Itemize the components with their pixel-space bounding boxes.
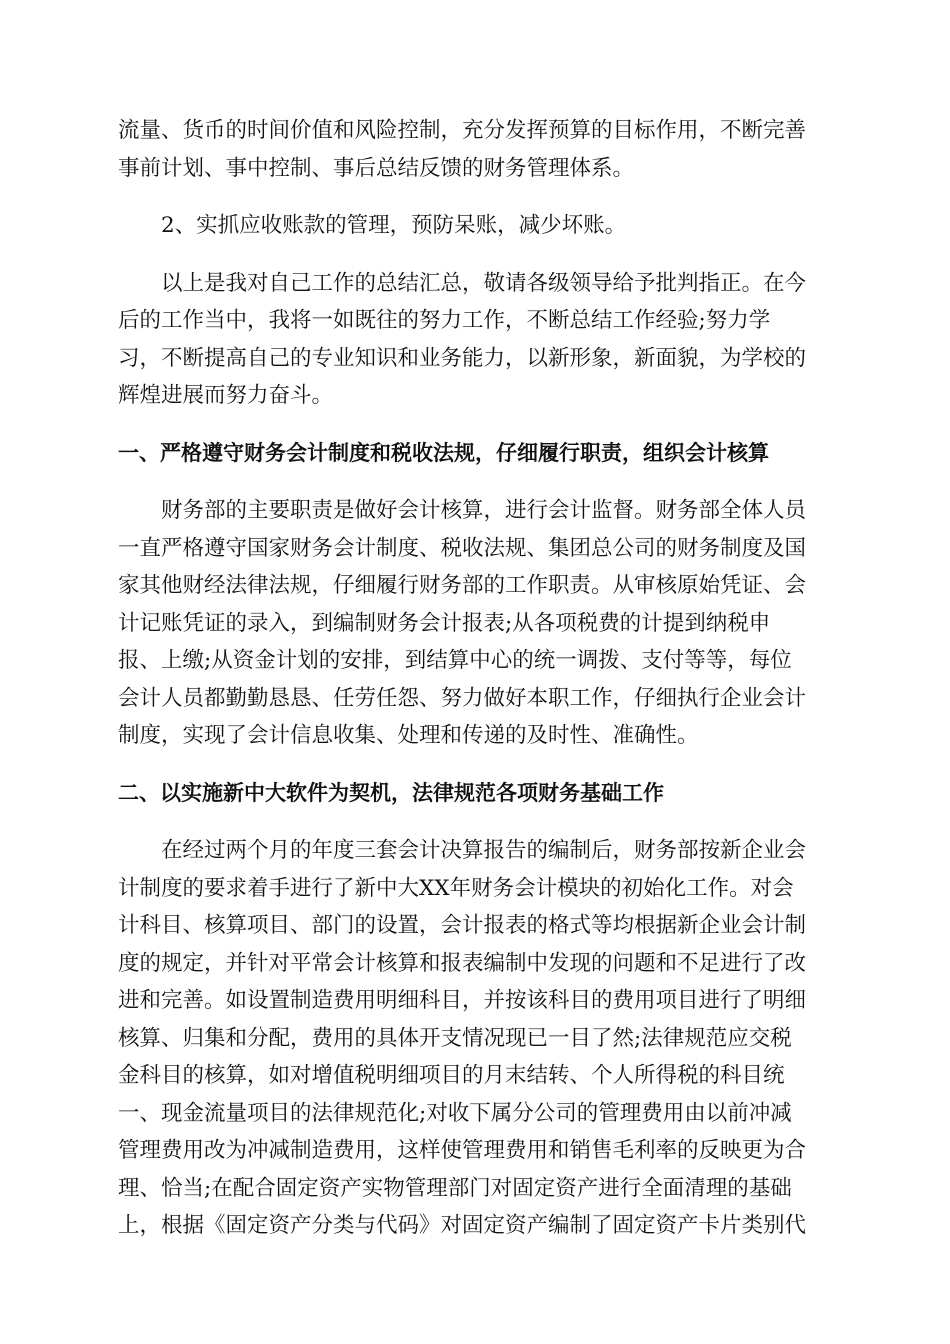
- text-line: 管理费用改为冲减制造费用，这样使管理费用和销售毛利率的反映更为合: [118, 1138, 807, 1163]
- text-line: 计科目、核算项目、部门的设置，会计报表的格式等均根据新企业会计制: [118, 913, 807, 938]
- heading-text: 一、严格遵守财务会计制度和税收法规，仔细履行职责，组织会计核算: [118, 440, 769, 465]
- paragraph: [118, 492, 830, 755]
- text-line: 进和完善。如设置制造费用明细科目，并按该科目的费用项目进行了明细: [118, 988, 807, 1013]
- text-line: 财务部的主要职责是做好会计核算，进行会计监督。财务部全体人员: [161, 498, 807, 523]
- text-line: 度的规定，并针对平常会计核算和报表编制中发现的问题和不足进行了改: [118, 950, 807, 976]
- paragraph: [118, 207, 830, 245]
- text-line: 一、现金流量项目的法律规范化;对收下属分公司的管理费用由以前冲减: [118, 1100, 792, 1126]
- text-line: 会计人员都勤勤恳恳、任劳任怨、努力做好本职工作，仔细执行企业会计: [118, 685, 807, 711]
- text-line: 辉煌进展而努力奋斗。: [118, 383, 334, 408]
- section-heading: [118, 775, 830, 813]
- text-line: 报、上缴;从资金计划的安排，到结算中心的统一调拨、支付等等，每位: [118, 648, 792, 673]
- text-line: 流量、货币的时间价值和风险控制，充分发挥预算的目标作用，不断完善: [118, 118, 807, 143]
- document-page: [118, 112, 830, 1245]
- text-line: 以上是我对自己工作的总结汇总，敬请各级领导给予批判指正。在今: [161, 270, 807, 296]
- text-line: 家其他财经法律法规，仔细履行财务部的工作职责。从审核原始凭证、会: [118, 573, 807, 598]
- text-line: 理、恰当;在配合固定资产实物管理部门对固定资产进行全面清理的基础: [118, 1175, 792, 1201]
- text-line: 计记账凭证的录入，到编制财务会计报表;从各项税费的计提到纳税申: [118, 610, 771, 636]
- paragraph: [118, 265, 830, 415]
- paragraph: [118, 832, 830, 1245]
- text-line: 金科目的核算，如对增值税明细项目的月末结转、个人所得税的科目统: [118, 1063, 785, 1088]
- text-line: 计制度的要求着手进行了新中大XX年财务会计模块的初始化工作。对会: [118, 875, 794, 901]
- text-line: 习，不断提高自己的专业知识和业务能力，以新形象，新面貌，为学校的: [118, 345, 807, 371]
- heading-text: 二、以实施新中大软件为契机，法律规范各项财务基础工作: [118, 780, 664, 805]
- text-line: 核算、归集和分配，费用的具体开支情况现已一目了然;法律规范应交税: [118, 1025, 792, 1051]
- text-line: 事前计划、事中控制、事后总结反馈的财务管理体系。: [118, 155, 635, 181]
- paragraph: [118, 112, 830, 187]
- text-line: 在经过两个月的年度三套会计决算报告的编制后，财务部按新企业会: [161, 838, 807, 863]
- text-line: 上，根据《固定资产分类与代码》对固定资产编制了固定资产卡片类别代: [118, 1213, 807, 1238]
- text-line: 2、实抓应收账款的管理，预防呆账，减少坏账。: [161, 213, 627, 238]
- text-line: 制度，实现了会计信息收集、处理和传递的及时性、准确性。: [118, 723, 699, 748]
- section-heading: [118, 435, 830, 473]
- text-line: 后的工作当中，我将一如既往的努力工作，不断总结工作经验;努力学: [118, 308, 771, 333]
- text-line: 一直严格遵守国家财务会计制度、税收法规、集团总公司的财务制度及国: [118, 535, 807, 561]
